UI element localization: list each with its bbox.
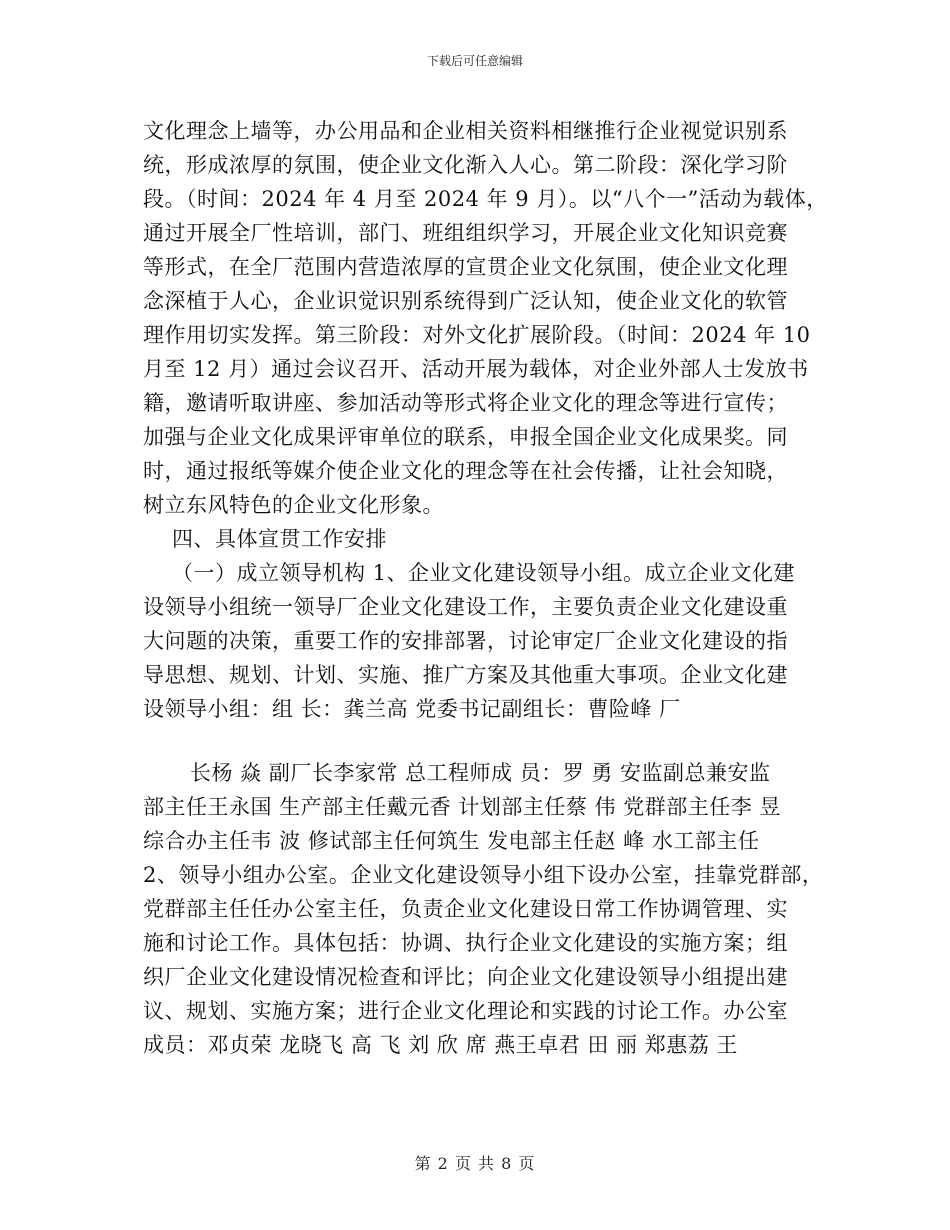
text-line: 通过开展全厂性培训，部门、班组组织学习，开展企业文化知识竞赛 <box>143 221 788 245</box>
text-line: 综合办主任韦 波 修试部主任何筑生 发电部主任赵 峰 水工部主任 <box>143 829 760 853</box>
text-line: 文化理念上墙等，办公用品和企业相关资料相继推行企业视觉识别系 <box>143 119 788 143</box>
text-line: 部主任王永国 生产部主任戴元香 计划部主任蔡 伟 党群部主任李 昱 <box>143 795 781 819</box>
text-line: 念深植于人心，企业识觉识别系统得到广泛认知，使企业文化的软管 <box>143 289 788 313</box>
text-line: 月至 12 月）通过会议召开、活动开展为载体，对企业外部人士发放书 <box>143 357 809 381</box>
text-line: 加强与企业文化成果评审单位的联系，申报全国企业文化成果奖。同 <box>143 425 788 449</box>
text-line: 导思想、规划、计划、实施、推广方案及其他重大事项。企业文化建 <box>143 663 788 687</box>
text-line: （一）成立领导机构 1、企业文化建设领导小组。成立企业文化建 <box>172 561 796 585</box>
text-line: 时，通过报纸等媒介使企业文化的理念等在社会传播，让社会知晓， <box>143 459 788 483</box>
text-line: 段。（时间：2024 年 4 月至 2024 年 9 月）。以“八个一”活动为载体， <box>143 187 828 211</box>
text-line: 大问题的决策，重要工作的安排部署，讨论审定厂企业文化建设的指 <box>143 629 788 653</box>
text-line: 籍，邀请听取讲座、参加活动等形式将企业文化的理念等进行宣传； <box>143 391 788 415</box>
text-line: 2、领导小组办公室。企业文化建设领导小组下设办公室，挂靠党群部， <box>143 863 824 887</box>
text-line: 施和讨论工作。具体包括：协调、执行企业文化建设的实施方案；组 <box>143 931 788 955</box>
text-line: 树立东风特色的企业文化形象。 <box>143 493 444 517</box>
text-line: 议、规划、实施方案；进行企业文化理论和实践的讨论工作。办公室 <box>143 999 788 1023</box>
text-line: 等形式，在全厂范围内营造浓厚的宣贯企业文化氛围，使企业文化理 <box>143 255 788 279</box>
section-heading: 四、具体宣贯工作安排 <box>172 527 387 551</box>
text-line: 设领导小组统一领导厂企业文化建设工作，主要负责企业文化建设重 <box>143 595 788 619</box>
text-line: 织厂企业文化建设情况检查和评比；向企业文化建设领导小组提出建 <box>143 965 788 989</box>
text-line: 成员：邓贞荣 龙晓飞 高 飞 刘 欣 席 燕王卓君 田 丽 郑惠荔 王 <box>143 1033 738 1057</box>
text-line: 理作用切实发挥。第三阶段：对外文化扩展阶段。（时间：2024 年 10 <box>143 323 811 347</box>
page-header: 下载后可任意编辑 <box>426 54 523 68</box>
text-line: 长杨 焱 副厂长李家常 总工程师成 员：罗 勇 安监副总兼安监 <box>190 761 771 785</box>
text-line: 设领导小组：组 长：龚兰高 党委书记副组长：曹险峰 厂 <box>143 697 681 721</box>
text-line: 党群部主任任办公室主任，负责企业文化建设日常工作协调管理、实 <box>143 897 788 921</box>
page-footer: 第 2 页 共 8 页 <box>414 1154 536 1173</box>
text-line: 统，形成浓厚的氛围，使企业文化渐入人心。第二阶段：深化学习阶 <box>143 153 788 177</box>
